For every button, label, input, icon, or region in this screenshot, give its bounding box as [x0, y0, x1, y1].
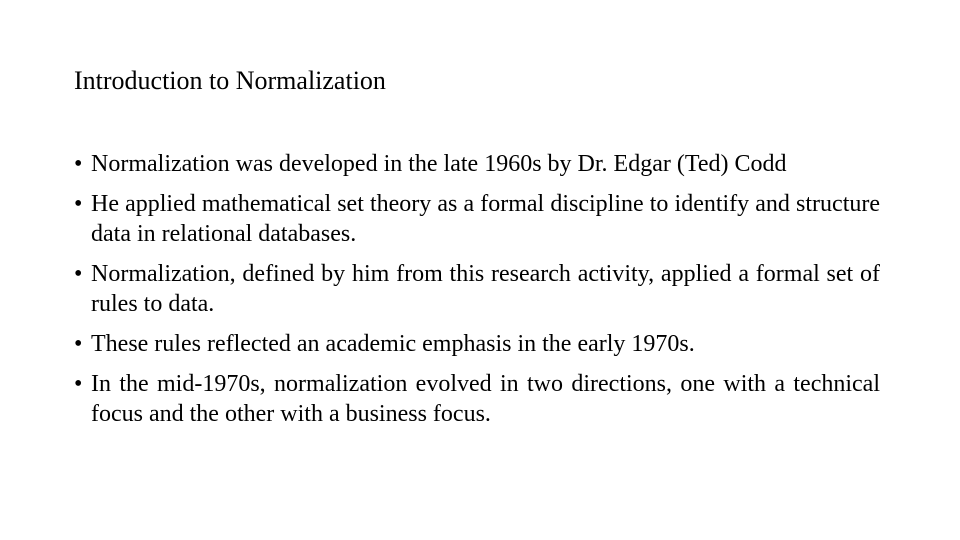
bullet-list: [74, 149, 880, 439]
bullet-text: In the mid-1970s, normalization evolved in two directions, one with a technical focus and the other with a business focus.: [91, 371, 880, 427]
bullet-item: [74, 369, 880, 429]
slide-title: Introduction to Normalization: [74, 66, 386, 95]
bullet-text: He applied mathematical set theory as a formal discipline to identify and structure data in relational databases.: [91, 191, 880, 247]
bullet-text: Normalization was developed in the late 1960s by Dr. Edgar (Ted) Codd: [91, 151, 787, 177]
bullet-icon: •: [74, 191, 83, 217]
bullet-text: These rules reflected an academic emphasis in the early 1970s.: [91, 331, 695, 357]
bullet-icon: •: [74, 151, 83, 177]
bullet-item: [74, 329, 880, 359]
bullet-text: Normalization, defined by him from this research activity, applied a formal set of rules to data.: [91, 261, 880, 317]
bullet-item: [74, 189, 880, 249]
bullet-item: [74, 149, 880, 179]
bullet-item: [74, 259, 880, 319]
bullet-icon: •: [74, 371, 83, 397]
bullet-icon: •: [74, 331, 83, 357]
bullet-icon: •: [74, 261, 83, 287]
